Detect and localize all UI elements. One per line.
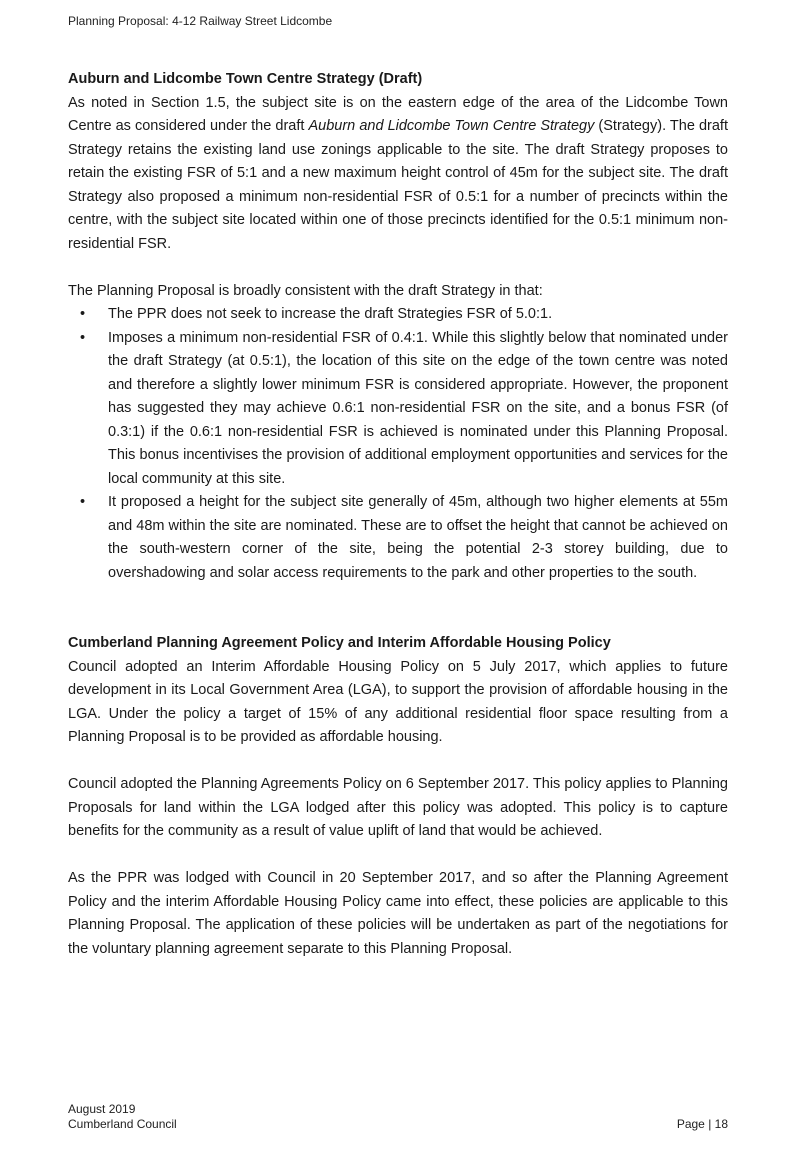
paragraph-text: As noted in Section 1.5, the subject site is on the eastern edge of the area of the Lidcombe Town Centre as considered under the draft [68, 94, 728, 134]
list-item-text: It proposed a height for the subject site generally of 45m, although two higher elements at 55m and 48m within the site are nominated. These are to offset the height that cannot be achieved on the south-western corner of the site, being the potential 2-3 storey building, due to overshadowing and solar access requirements to the park and other properties to the south. [108, 494, 728, 581]
section-heading-planning-agreement-policy: Cumberland Planning Agreement Policy and Interim Affordable Housing Policy [68, 635, 611, 651]
footer-organisation: Cumberland Council [68, 1117, 177, 1131]
paragraph-strategy-overview [68, 92, 728, 257]
page-content [68, 68, 728, 961]
paragraph-text: (Strategy). The draft Strategy retains the existing land use zonings applicable to the site. The draft Strategy proposes to retain the existing FSR of 5:1 and a new maximum height control of 45m for the subject site. The draft Strategy also proposed a minimum non-residential FSR of 0.5:1 for a number of precincts within the centre, with the subject site located within one of those precincts identified for the 0.5:1 minimum non-residential FSR. [68, 118, 728, 252]
list-item [68, 491, 728, 585]
page-footer [68, 1102, 728, 1132]
list-item-text: Imposes a minimum non-residential FSR of 0.4:1. While this slightly below that nominated under the draft Strategy (at 0.5:1), the location of this site on the edge of the town centre was noted and therefore a slightly lower minimum FSR is considered appropriate. However, the proponent has suggested they may achieve 0.6:1 non-residential FSR on the site, and a bonus FSR (of 0.3:1) if the 0.6:1 non-residential FSR is achieved is nominated under this Planning Proposal. This bonus incentivises the provision of additional employment opportunities and services for the local community at this site. [108, 329, 728, 487]
running-header: Planning Proposal: 4-12 Railway Street Lidcombe [68, 14, 333, 28]
list-item-text: The PPR does not seek to increase the draft Strategies FSR of 5.0:1. [108, 306, 553, 322]
strategy-title-italic: Auburn and Lidcombe Town Centre Strategy [308, 118, 595, 134]
paragraph-affordable-housing: Council adopted an Interim Affordable Housing Policy on 5 July 2017, which applies to future development in its Local Government Area (LGA), to support the provision of affordable housing in the LGA. Under the policy a target of 15% of any additional residential floor space resulting from a Planning Proposal is to be provided as affordable housing. [68, 658, 728, 745]
paragraph-ppr-lodgement: As the PPR was lodged with Council in 20 September 2017, and so after the Planning Agreement Policy and the interim Affordable Housing Policy came into effect, these policies are applicable to this Planning Proposal. The application of these policies will be undertaken as part of the negotiations for the voluntary planning agreement separate to this Planning Proposal. [68, 870, 728, 957]
paragraph-planning-agreements: Council adopted the Planning Agreements Policy on 6 September 2017. This policy applies to Planning Proposals for land within the LGA lodged after this policy was adopted. This policy is to capture benefits for the community as a result of value uplift of land that would be achieved. [68, 776, 728, 839]
page-number: Page | 18 [676, 1117, 728, 1131]
bullet-icon: • [80, 329, 86, 346]
bullet-icon: • [80, 494, 86, 510]
list-item [68, 303, 728, 327]
paragraph-consistency-intro: The Planning Proposal is broadly consistent with the draft Strategy in that: [68, 282, 543, 299]
footer-date: August 2019 [68, 1102, 136, 1116]
section-heading-town-centre-strategy: Auburn and Lidcombe Town Centre Strategy (Draft) [68, 71, 423, 87]
list-item [68, 327, 728, 492]
bullet-icon: • [80, 306, 86, 322]
consistency-bullet-list [68, 303, 728, 585]
